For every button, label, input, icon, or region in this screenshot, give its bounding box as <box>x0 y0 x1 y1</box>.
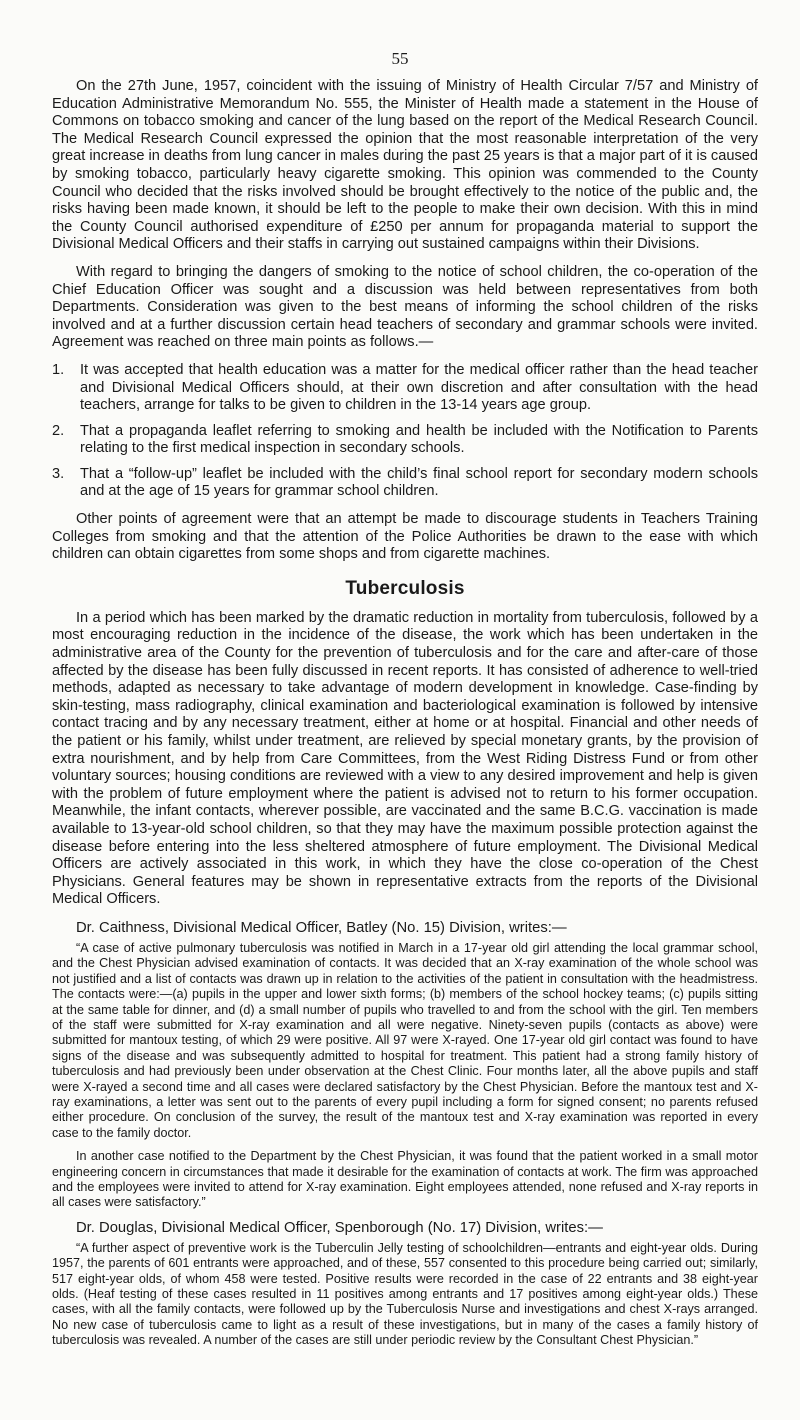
writer-caithness: Dr. Caithness, Divisional Medical Officer, Batley (No. 15) Division, writes:— <box>76 919 567 936</box>
quote-batley-2: In another case notified to the Department by the Chest Physician, it was found that the patient worked in a small motor engineering concern in circumstances that made it desirable for the examination of contacts at work. The firm was approached and the employees were invited to attend for X-ray examination. Eight employees attended, none refused and X-ray reports in all cases were satisfactory.” <box>52 1149 758 1210</box>
quote-spenborough: “A further aspect of preventive work is the Tuberculin Jelly testing of schoolchildren—entrants and eight-year olds. During 1957, the parents of 601 entrants were approached, and of these, 557 consented to this procedure being carried out; similarly, 517 eight-year olds, of whom 458 were tested. Positive results were recorded in the case of 22 entrants and 38 eight-year olds. (Heaf testing of these cases resulted in 11 positives among entrants and 17 positives among eight-year olds.) These cases, with all the family contacts, were followed up by the Tuberculosis Nurse and investigations and chest X-rays arranged. No new case of tuberculosis came to light as a result of these investigations, but in many of the cases a family history of tuberculosis was revealed. A number of the cases are still under periodic review by the Consultant Chest Physician.” <box>52 1240 758 1348</box>
document-body <box>52 78 758 1357</box>
list-item <box>52 362 758 415</box>
paragraph-school-children: With regard to bringing the dangers of smoking to the notice of school children, the co-operation of the Chief Education Officer was sought and a discussion was held between representatives from both Departments. Consideration was given to the best means of informing the school children of the risks involved and at a further discussion certain head teachers of secondary and grammar schools were invited. Agreement was reached on three main points as follows.— <box>52 263 758 351</box>
list-item-number: 3. <box>52 465 65 482</box>
list-item-text: That a “follow-up” leaflet be included with the child’s final school report for secondary modern schools and at the age of 15 years for grammar school children. <box>80 465 758 500</box>
page-number: 55 <box>391 49 409 68</box>
writer-douglas: Dr. Douglas, Divisional Medical Officer, Spenborough (No. 17) Division, writes:— <box>76 1219 603 1236</box>
list-item-text: It was accepted that health education was a matter for the medical officer rather than the head teacher and Divisional Medical Officers should, at their own discretion and after consultation with the head teachers, arrange for talks to be given to children in the 13-14 years age group. <box>80 361 758 414</box>
paragraph-smoking-statement: On the 27th June, 1957, coincident with the issuing of Ministry of Health Circular 7/57 and Ministry of Education Administrative Memorandum No. 555, the Minister of Health made a statement in the House of Commons on tobacco smoking and cancer of the lung based on the report of the Medical Research Council. The Medical Research Council expressed the opinion that the most reasonable interpretation of the very great increase in deaths from lung cancer in males during the past 25 years is that a major part of it is caused by smoking tobacco, particularly heavy cigarette smoking. This opinion was commended to the County Council who decided that the risks involved should be brought effectively to the notice of the public and, the risks having been made known, it should be left to the people to make their own decision. With this in mind the County Council authorised expenditure of £250 per annum for propaganda material to support the Divisional Medical Officers and their staffs in carrying out sustained campaigns within their Divisions. <box>52 78 758 253</box>
list-item-number: 2. <box>52 422 65 439</box>
paragraph-tuberculosis: In a period which has been marked by the dramatic reduction in mortality from tuberculosis, followed by a most encouraging reduction in the incidence of the disease, the work which has been undertaken in the administrative area of the County for the prevention of tuberculosis and for the care and after-care of those affected by the disease has been fully discussed in recent reports. It has consisted of adherence to well-tried methods, adapted as necessary to take advantage of modern development in knowledge. Case-finding by skin-testing, mass radiography, clinical examination and bacteriological examination is followed by intensive contact tracing and by any necessary treatment, either at home or at hospital. Financial and other needs of the patient or his family, whilst under treatment, are relieved by special monetary grants, by the provision of extra nourishment, and by help from Care Committees, from the West Riding Distress Fund or from other voluntary sources; housing conditions are reviewed with a view to any desired improvement and help is given with the problem of future employment where the patient is advised not to return to his former occupation. Meanwhile, the infant contacts, wherever possible, are vaccinated and the same B.C.G. vaccination is made available to 13-year-old school children, so that they may have the maximum possible protection against the disease before entering into the less sheltered atmosphere of future employment. The Divisional Medical Officers are actively associated in this work, in which they have the close co-operation of the Chest Physicians. General features may be shown in representative extracts from the reports of the Divisional Medical Officers. <box>52 609 758 908</box>
list-item <box>52 466 758 501</box>
list-item <box>52 423 758 458</box>
list-item-number: 1. <box>52 361 65 378</box>
agreement-points-list <box>52 362 758 501</box>
paragraph-other-points: Other points of agreement were that an attempt be made to discourage students in Teachers Training Colleges from smoking and that the attention of the Police Authorities be drawn to the ease with which children can obtain cigarettes from some shops and from cigarette machines. <box>52 511 758 563</box>
list-item-text: That a propaganda leaflet referring to smoking and health be included with the Notification to Parents relating to the first medical inspection in secondary schools. <box>80 422 758 457</box>
quote-batley-1: “A case of active pulmonary tuberculosis was notified in March in a 17-year old girl attending the local grammar school, and the Chest Physician advised examination of contacts. It was decided that an X-ray examination of the whole school was not justified and a list of contacts was drawn up in relation to the activities of the patient in consultation with the headmistress. The contacts were:—(a) pupils in the upper and lower sixth forms; (b) members of the school hockey teams; (c) pupils sitting at the same table for dinner, and (d) a small number of pupils who travelled to and from the school with the girl. Ten members of the staff were submitted for X-ray examination and all were negative. Ninety-seven pupils (contacts as above) were submitted for mantoux testing, of which 29 were positive. All 97 were X-rayed. One 17-year old girl contact was found to have signs of the disease and was subsequently admitted to hospital for treatment. This patient had a strong family history of tuberculosis and had previously been under observation at the Chest Clinic. Four months later, all the above pupils and staff were X-rayed a second time and all cases were declared satisfactory by the Chest Physician. Before the mantoux test and X-ray examinations, a letter was sent out to the parents of every pupil including a form for signed consent; no parents refused either procedure. On conclusion of the survey, the result of the mantoux test and X-ray examination was reported in every case to the family doctor. <box>52 940 758 1140</box>
section-heading-tuberculosis: Tuberculosis <box>345 577 465 599</box>
